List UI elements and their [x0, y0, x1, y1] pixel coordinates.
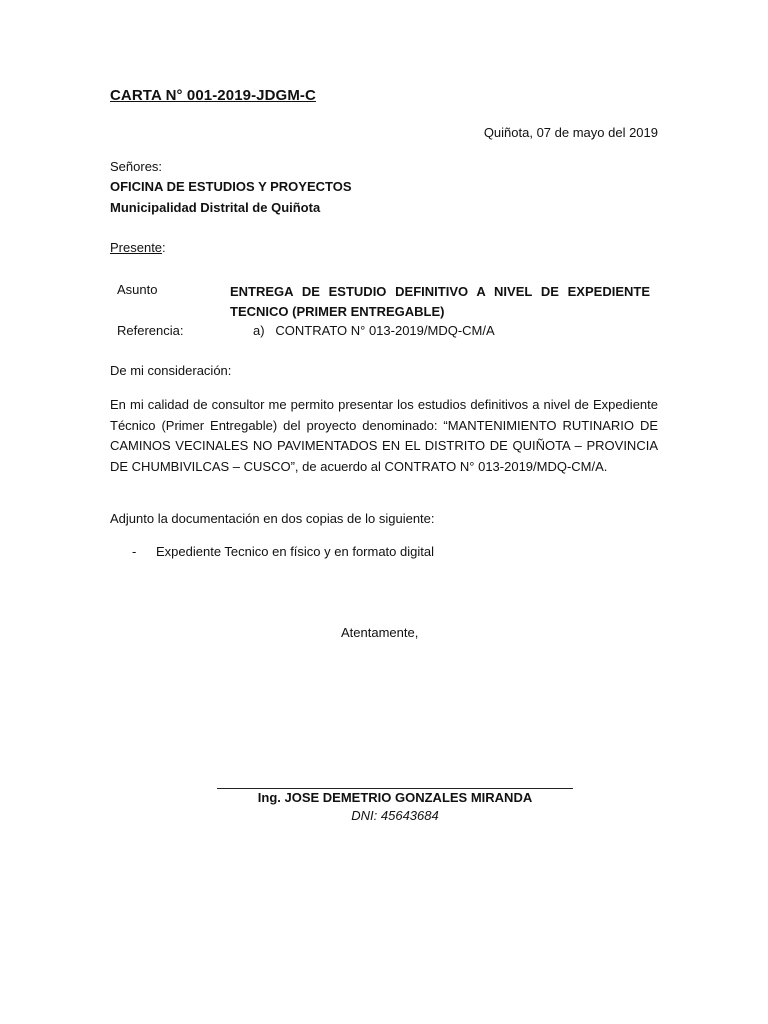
body-paragraph: En mi calidad de consultor me permito presentar los estudios definitivos a nivel de Expediente Técnico (Primer Entregable) del proyecto denominado: “MANTENIMIENTO RUTINARIO DE CAMINOS VECINALES NO PAVIMENTADOS EN EL DISTRITO DE QUIÑOTA – PROVINCIA DE CHUMBIVILCAS – CUSCO”, de acuerdo al CONTRATO N° 013-2019/MDQ-CM/A.	[110, 397, 658, 474]
asunto-label: Asunto	[117, 282, 158, 297]
signature-line	[217, 788, 573, 789]
signer-name: Ing. JOSE DEMETRIO GONZALES MIRANDA	[257, 790, 533, 805]
list-item-dash: -	[132, 544, 137, 559]
attachments-intro: Adjunto la documentación en dos copias de lo siguiente:	[110, 511, 435, 526]
referencia-label: Referencia:	[117, 323, 184, 338]
asunto-text: ENTREGA DE ESTUDIO DEFINITIVO A NIVEL DE EXPEDIENTE TECNICO (PRIMER ENTREGABLE)	[230, 284, 650, 319]
salutation: De mi consideración:	[110, 363, 232, 378]
list-item: Expediente Tecnico en físico y en formato digital	[156, 544, 434, 559]
closing: Atentamente,	[341, 625, 419, 640]
presente-line	[110, 240, 166, 255]
recipient-greeting: Señores:	[110, 159, 163, 174]
letter-title: CARTA N° 001-2019-JDGM-C	[110, 87, 316, 104]
recipient-municipality: Municipalidad Distrital de Quiñota	[110, 200, 321, 215]
signer-dni: DNI: 45643684	[351, 808, 439, 823]
referencia-text: a) CONTRATO N° 013-2019/MDQ-CM/A	[253, 323, 495, 338]
presente-word: Presente	[110, 240, 163, 255]
place-date: Quiñota, 07 de mayo del 2019	[483, 125, 658, 140]
presente-colon: :	[162, 240, 166, 255]
recipient-office: OFICINA DE ESTUDIOS Y PROYECTOS	[110, 179, 352, 194]
